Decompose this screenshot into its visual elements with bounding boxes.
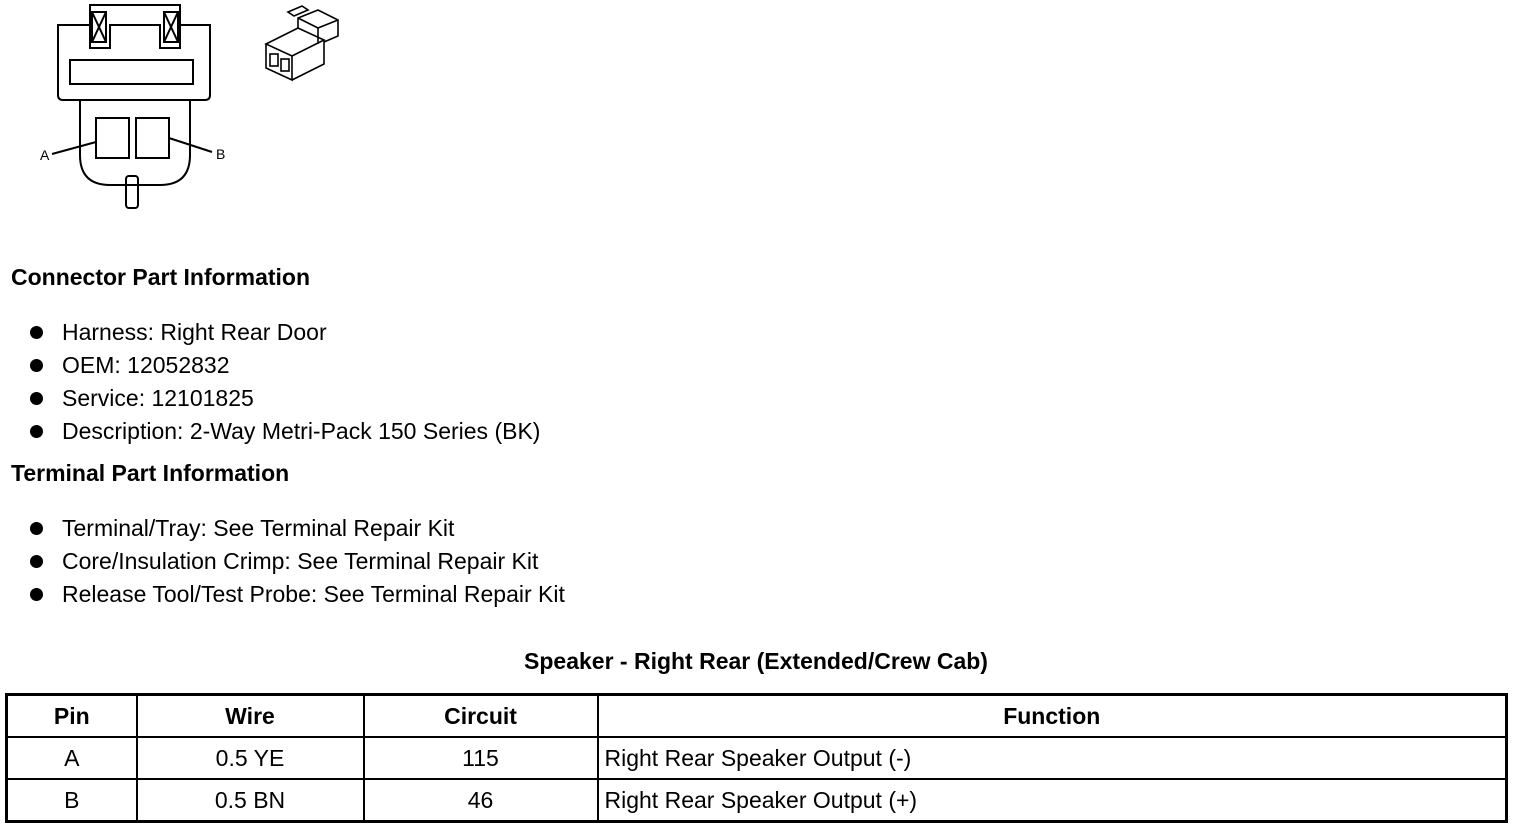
connector-info-heading: Connector Part Information [11, 264, 311, 290]
connector-face-diagram [30, 0, 230, 215]
list-item: Core/Insulation Crimp: See Terminal Repair Kit [30, 545, 565, 578]
list-item: Release Tool/Test Probe: See Terminal Repair Kit [30, 578, 565, 611]
header-pin: Pin [7, 695, 137, 738]
header-wire: Wire [137, 695, 364, 738]
bullet-icon [30, 588, 43, 601]
header-function: Function [598, 695, 1507, 738]
list-item: Description: 2-Way Metri-Pack 150 Series (BK) [30, 415, 540, 448]
cell-circuit: 115 [364, 737, 598, 779]
bullet-icon [30, 326, 43, 339]
cell-wire: 0.5 YE [137, 737, 364, 779]
connector-thumbnail [258, 4, 344, 84]
bullet-icon [30, 555, 43, 568]
table-header-row [7, 695, 1507, 738]
list-item: Service: 12101825 [30, 382, 540, 415]
table-row [7, 779, 1507, 822]
list-item: Harness: Right Rear Door [30, 316, 540, 349]
table-title: Speaker - Right Rear (Extended/Crew Cab) [524, 648, 988, 674]
cell-wire: 0.5 BN [137, 779, 364, 822]
list-item: Terminal/Tray: See Terminal Repair Kit [30, 512, 565, 545]
bullet-icon [30, 392, 43, 405]
bullet-icon [30, 522, 43, 535]
pin-label-a: A [40, 147, 50, 163]
connector-info-list [30, 316, 540, 448]
pin-label-b: B [216, 146, 226, 162]
bullet-icon [30, 359, 43, 372]
cell-circuit: 46 [364, 779, 598, 822]
cell-pin: B [7, 779, 137, 822]
cell-function: Right Rear Speaker Output (+) [598, 779, 1507, 822]
terminal-info-heading: Terminal Part Information [11, 460, 290, 486]
header-circuit: Circuit [364, 695, 598, 738]
list-item: OEM: 12052832 [30, 349, 540, 382]
table-row [7, 737, 1507, 779]
terminal-info-list [30, 512, 565, 611]
cell-function: Right Rear Speaker Output (-) [598, 737, 1507, 779]
bullet-icon [30, 425, 43, 438]
pinout-table [5, 693, 1508, 823]
cell-pin: A [7, 737, 137, 779]
